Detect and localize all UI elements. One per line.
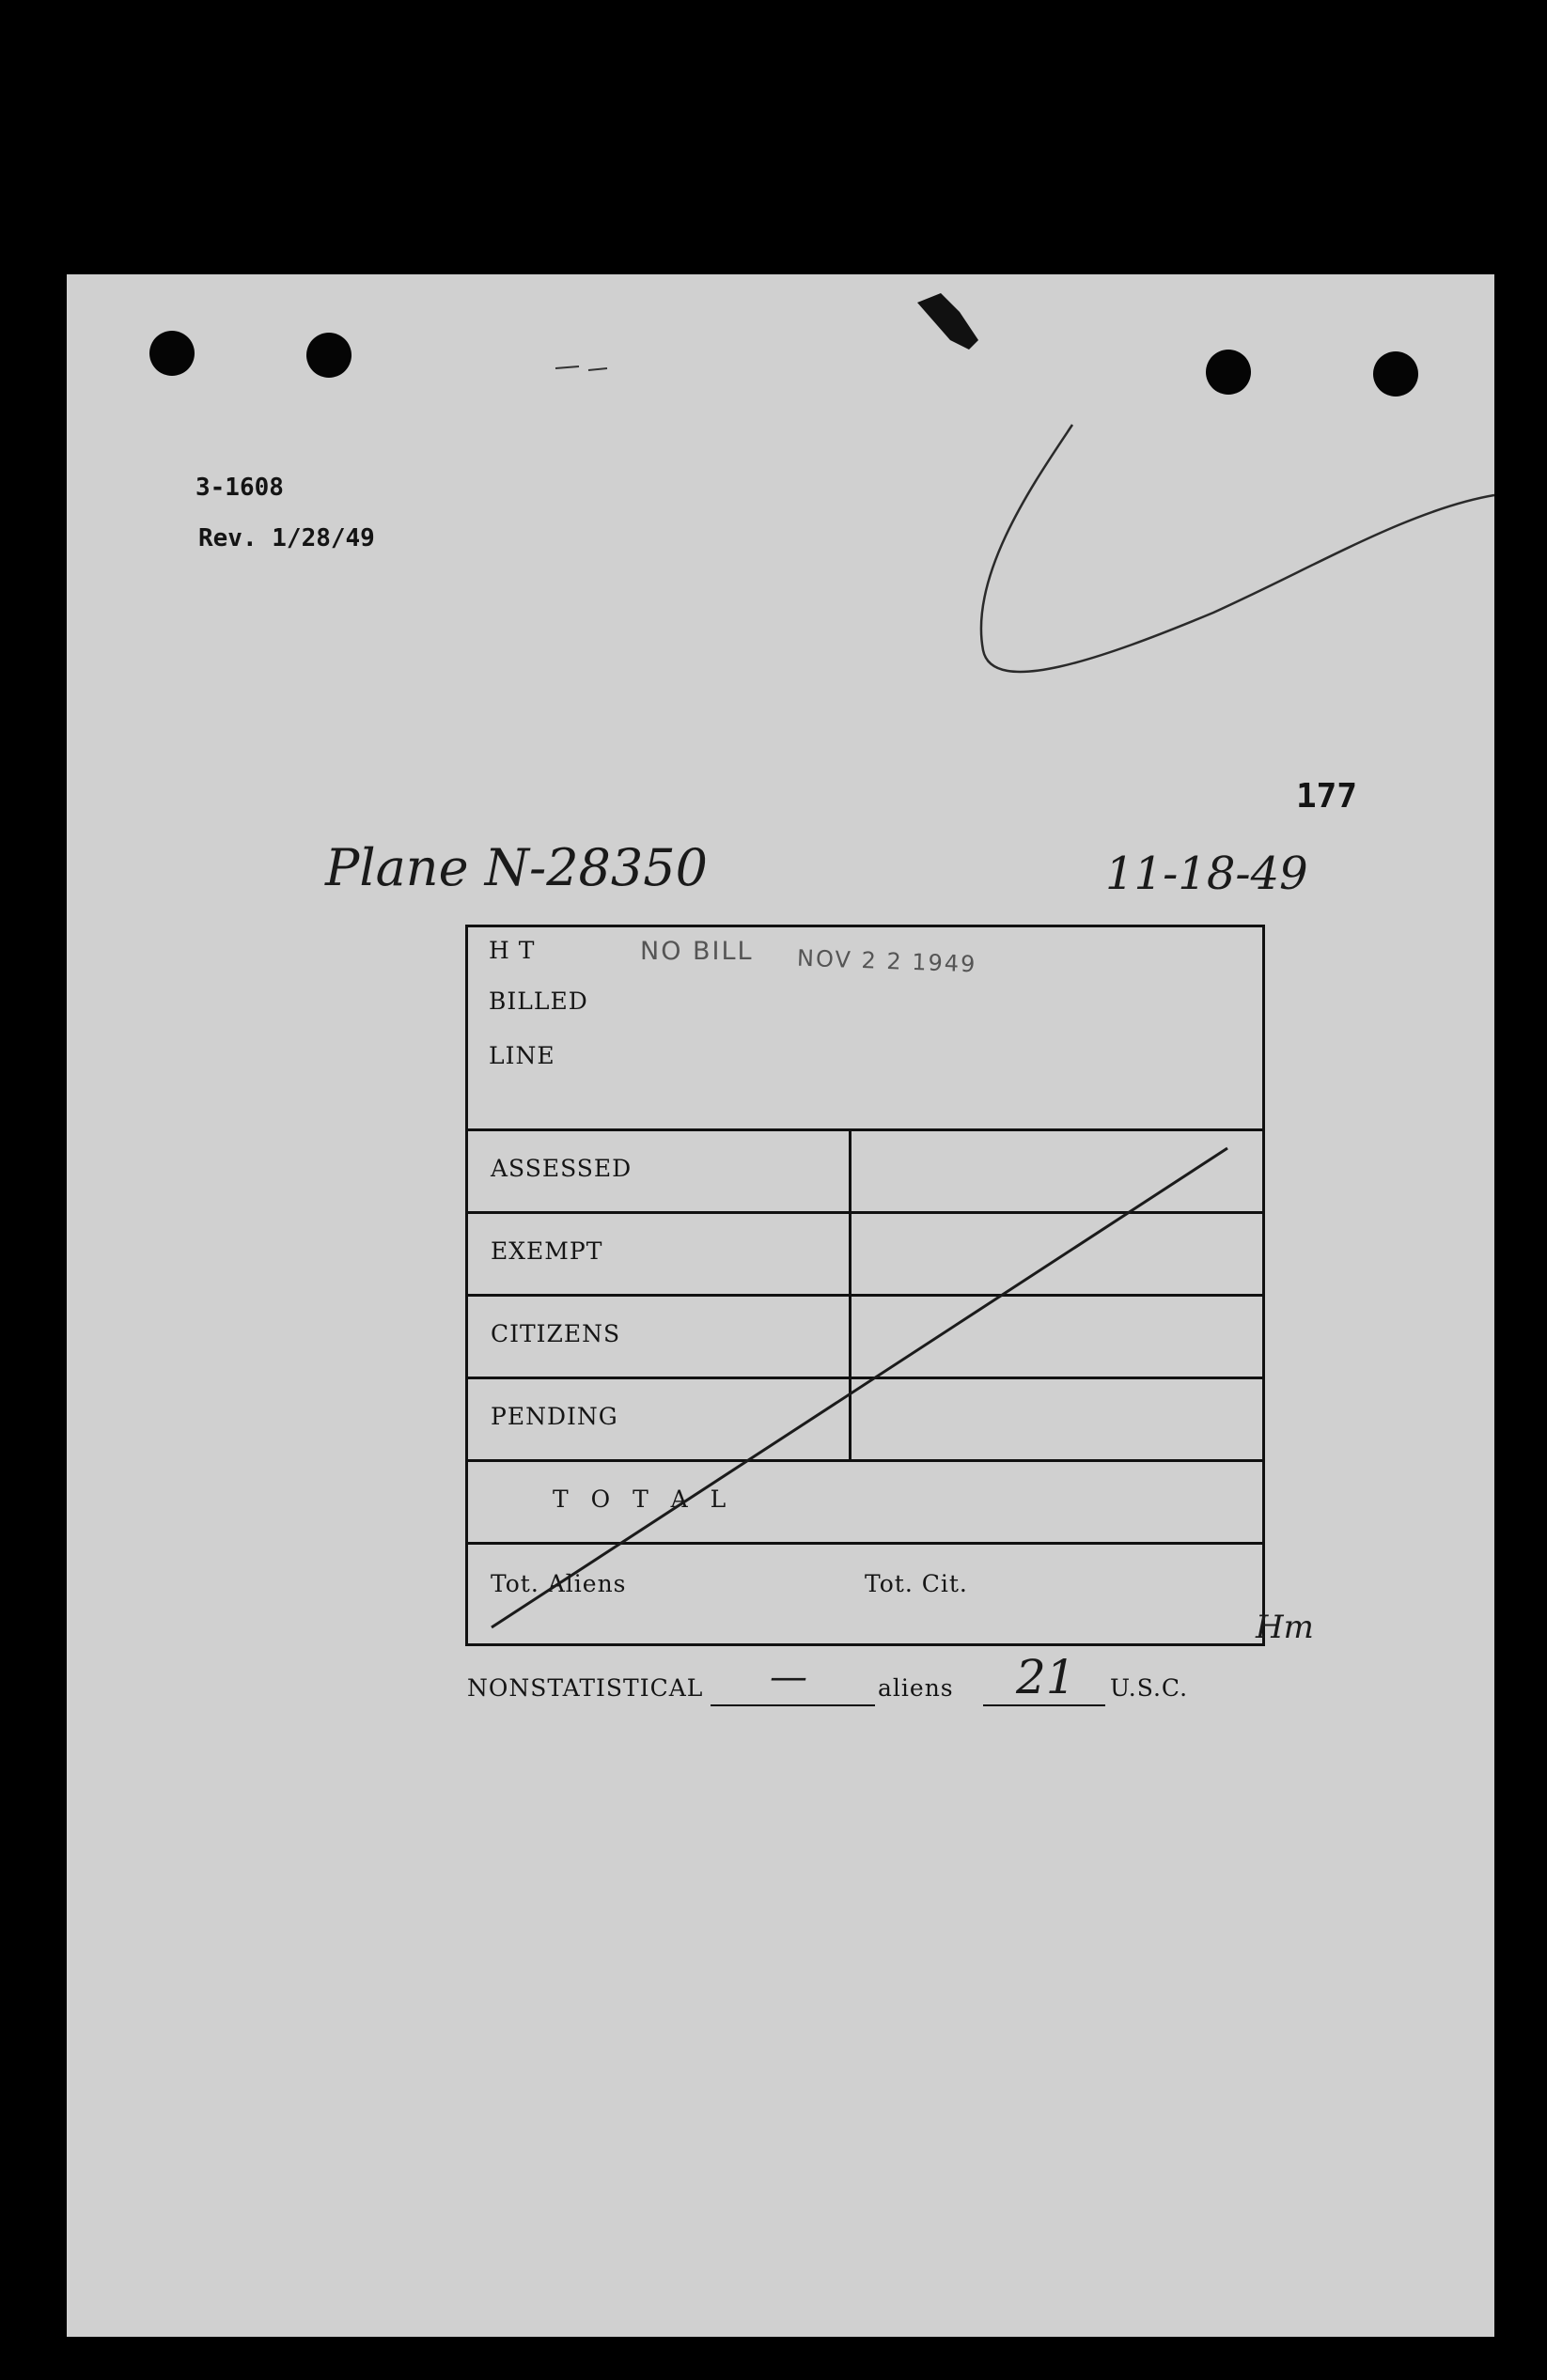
handwritten-plane: Plane N-28350 <box>325 838 708 897</box>
aliens-value: 21 <box>1016 1650 1076 1704</box>
row-label-pending: PENDING <box>491 1403 618 1430</box>
aliens-label: aliens <box>878 1674 954 1702</box>
small-smudge <box>555 366 607 370</box>
row-label-exempt: EXEMPT <box>491 1237 603 1265</box>
row-label-assessed: ASSESSED <box>491 1155 633 1182</box>
handwritten-date: 11-18-49 <box>1105 848 1308 900</box>
no-bill-stamp: NO BILL <box>640 937 754 966</box>
handwritten-initials: Hm <box>1256 1609 1314 1646</box>
pen-curve-mark <box>981 425 1494 672</box>
tot-cit-label: Tot. Cit. <box>865 1570 968 1597</box>
label-line: LINE <box>489 1042 555 1069</box>
document-page <box>67 274 1494 2337</box>
date-stamp: NOV 2 2 1949 <box>796 944 977 978</box>
page-number: 177 <box>1296 777 1358 816</box>
label-billed: BILLED <box>489 988 588 1015</box>
tot-aliens-label: Tot. Aliens <box>491 1570 627 1597</box>
form-revision: Rev. 1/28/49 <box>198 524 375 552</box>
label-ht: H T <box>489 937 536 964</box>
form-number: 3-1608 <box>195 474 284 502</box>
nonstatistical-value: — <box>770 1656 807 1699</box>
pen-strokes <box>67 274 1494 2337</box>
corner-mark <box>917 293 978 350</box>
row-label-citizens: CITIZENS <box>491 1320 621 1347</box>
total-label: T O T A L <box>553 1486 734 1513</box>
diagonal-cross-out-line <box>492 1148 1227 1627</box>
usc-label: U.S.C. <box>1110 1674 1189 1702</box>
nonstatistical-label: NONSTATISTICAL <box>467 1674 704 1702</box>
